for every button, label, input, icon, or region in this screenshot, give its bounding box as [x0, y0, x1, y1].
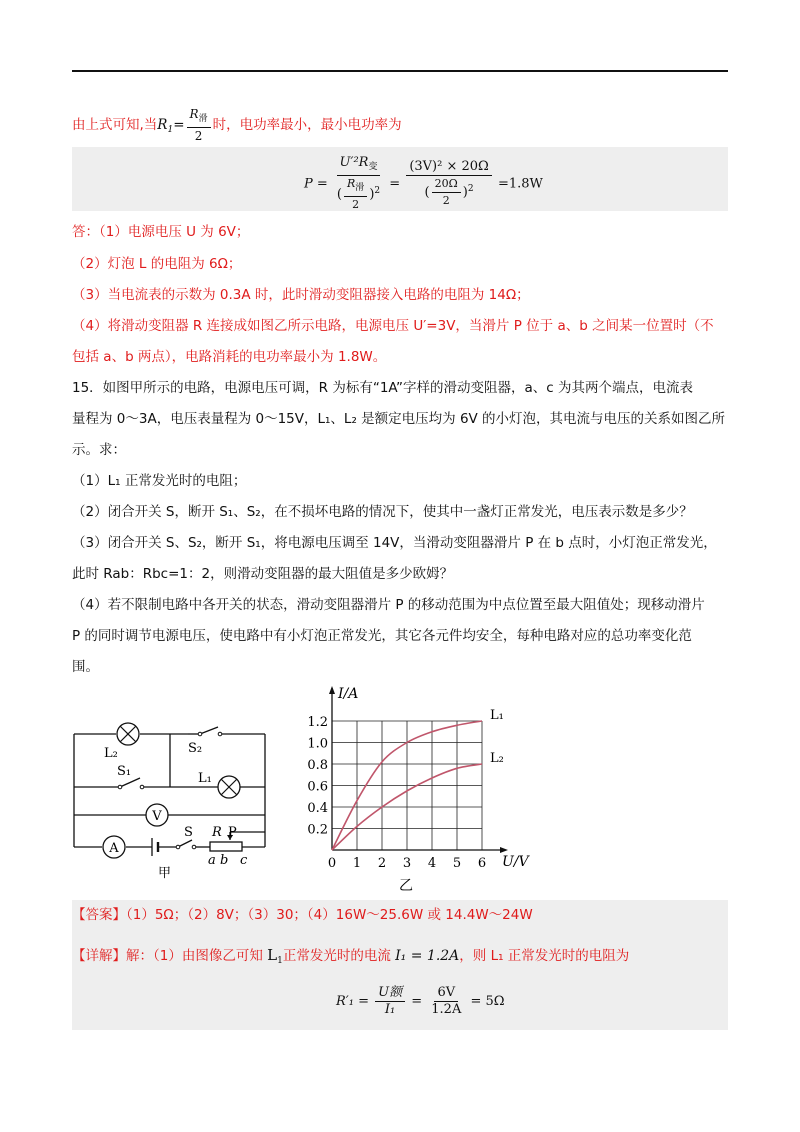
answer-line-3: （3）当电流表的示数为 0.3A 时，此时滑动变阻器接入电路的电阻为 14Ω； [72, 287, 530, 303]
lamp-l2-icon [117, 723, 139, 745]
detail-row [72, 945, 629, 971]
label-b: b [220, 853, 229, 868]
formula-2: R′₁ = $\frac{\text{U额}}{\text{I₁}}$ = $\frac{6V}{1.2A}$ = 5Ω [336, 985, 505, 1017]
y-tick-label: 1.0 [307, 736, 328, 752]
question-line-6: （3）闭合开关 S、S₂，断开 S₁，将电源电压调至 14V，当滑动变阻器滑片 P 在 b 点时，小灯泡正常发光， [72, 535, 717, 551]
rheostat-icon [210, 842, 242, 851]
answer-line-5: 包括 a、b 两点），电路消耗的电功率最小为 1.8W。 [72, 349, 387, 365]
detail-label: 【详解】 [72, 948, 126, 964]
label-l1: L₁ [198, 771, 212, 786]
question-line-8: （4）若不限制电路中各开关的状态，滑动变阻器滑片 P 的移动范围为中点位置至最大阻值处；现移动滑片 [72, 597, 705, 613]
y-axis-arrow-icon [329, 686, 335, 694]
y-tick-label: 1.2 [307, 715, 328, 730]
intro-eq: = [173, 117, 185, 133]
y-tick-label: 0.4 [307, 801, 328, 816]
label-s1: S₁ [117, 764, 132, 779]
answer-text: （1）5Ω；（2）8V；（3）30；（4）16W～25.6W 或 14.4W～24W [126, 907, 533, 923]
series-label: L₁ [490, 708, 504, 723]
intro-fraction: $\frac{R_滑}{2}$ [187, 106, 211, 144]
ammeter-label: A [109, 841, 119, 856]
answer-line-2: （2）灯泡 L 的电阻为 6Ω； [72, 256, 242, 272]
detail-text-3: ，则 L₁ 正常发光时的电阻为 [459, 948, 630, 964]
label-c: c [240, 853, 248, 868]
label-s2: S₂ [188, 741, 203, 756]
x-tick-label: 0 [327, 856, 337, 871]
question-line-1: 15．如图甲所示的电路，电源电压可调，R 为标有“1A”字样的滑动变阻器，a、c 为其两个端点，电流表 [72, 380, 693, 396]
label-a: a [208, 853, 216, 868]
answer-line-1: 答：（1）电源电压 U 为 6V； [72, 224, 250, 240]
circuit-caption: 甲 [158, 866, 172, 881]
question-line-3: 示。求： [72, 442, 126, 458]
question-line-9: P 的同时调节电源电压，使电路中有小灯泡正常发光，其它各元件均安全，每种电路对应的总功率变化范 [72, 628, 692, 644]
battery-icon [152, 838, 158, 856]
question-line-7: 此时 Rab：Rbc=1：2，则滑动变阻器的最大阻值是多少欧姆？ [72, 566, 454, 582]
x-axis-label: U/V [502, 854, 529, 870]
y-tick-label: 0.2 [307, 822, 328, 838]
header-rule [72, 70, 728, 72]
detail-current: I₁ = 1.2A [395, 948, 460, 964]
switch-s1-icon [118, 785, 122, 789]
x-tick-label: 2 [377, 856, 387, 871]
y-axis-label: I/A [338, 686, 359, 702]
intro-prefix: 由上式可知,当 [72, 117, 158, 133]
lamp-l1-icon [218, 776, 240, 798]
x-tick-label: 1 [352, 856, 362, 871]
x-tick-label: 3 [402, 856, 412, 871]
x-axis-arrow-icon [500, 847, 508, 853]
x-tick-label: 6 [477, 856, 487, 871]
label-s: S [184, 825, 193, 840]
formula-box-1 [72, 147, 728, 211]
y-tick-label: 0.6 [307, 779, 328, 795]
detail-text-1: 解：（1）由图像乙可知 [126, 948, 263, 964]
label-l2: L₂ [104, 746, 118, 761]
label-p: P [228, 825, 237, 840]
iv-chart [300, 680, 540, 895]
answer-row [72, 905, 533, 925]
intro-suffix: 时，电功率最小，最小电功率为 [212, 117, 402, 133]
question-line-4: （1）L₁ 正常发光时的电阻； [72, 473, 247, 489]
intro-lhs: $R_1$ [157, 117, 174, 135]
series-label: L₂ [490, 751, 504, 766]
switch-s-icon [176, 845, 180, 849]
question-line-2: 量程为 0～3A，电压表量程为 0～15V，L₁、L₂ 是额定电压均为 6V 的小灯泡，其电流与电压的关系如图乙所 [72, 411, 726, 427]
voltmeter-label: V [152, 809, 162, 824]
y-tick-label: 0.8 [307, 758, 328, 773]
answer-line-4: （4）将滑动变阻器 R 连接成如图乙所示电路，电源电压 U′=3V，当滑片 P 位于 a、b 之间某一位置时（不 [72, 318, 714, 334]
intro-line [72, 106, 402, 144]
chart-grid [332, 721, 482, 850]
question-line-5: （2）闭合开关 S，断开 S₁、S₂，在不损坏电路的情况下，使其中一盏灯正常发光，电压表示数是多少？ [72, 504, 693, 520]
label-r: R [212, 825, 222, 840]
circuit-diagram [60, 712, 280, 882]
formula-1: P = $U'^2R_变$ ( $\frac{R_滑}{2}$ )$^2$ = (3V)² × 20Ω ( $\frac{20\Omega}{2}$ )$^2$ =1.8W [304, 155, 543, 211]
answer-label: 【答案】 [72, 907, 126, 923]
x-tick-label: 4 [427, 856, 437, 871]
detail-text-2: 正常发光时的电流 [282, 948, 391, 964]
switch-s2-icon [198, 732, 202, 736]
x-tick-label: 5 [452, 856, 462, 871]
detail-l1: $L_1$ [267, 946, 283, 966]
question-line-10: 围。 [72, 659, 99, 675]
chart-caption: 乙 [399, 878, 413, 894]
